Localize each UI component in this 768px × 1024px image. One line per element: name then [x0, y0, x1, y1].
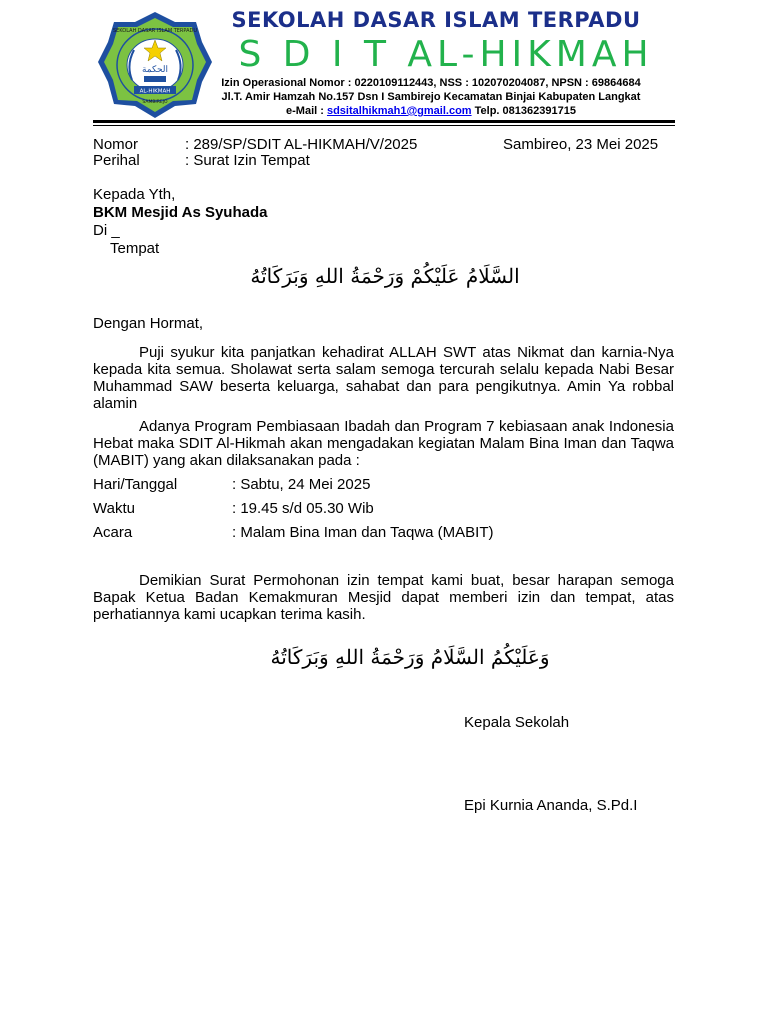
perihal-value: : Surat Izin Tempat: [185, 152, 310, 169]
detail-label: Hari/Tanggal: [93, 476, 178, 493]
detail-value: : Sabtu, 24 Mei 2025: [232, 476, 371, 493]
email-label: e-Mail :: [286, 105, 327, 117]
recipient-place: Tempat: [110, 240, 160, 257]
recipient-salutation: Kepada Yth,: [93, 186, 176, 203]
telephone: Telp. 081362391715: [471, 105, 576, 117]
operational-permit: Izin Operasional Nomor : 0220109112443, NSS : 102070204087, NPSN : 69864684: [221, 77, 641, 89]
paragraph-opening: Puji syukur kita panjatkan kehadirat ALLAH SWT atas Nikmat dan karnia-Nya kepada kita semua. Sholawat serta salam semoga tercurah selalu kepada Nabi Besar Muhammad SAW beserta keluarga, sahabat dan para pengikutnya. Amin Ya robbal alamin: [93, 344, 674, 412]
place-date: Sambireo, 23 Mei 2025: [503, 136, 659, 153]
logo-banner-text: AL-HIKMAH: [139, 88, 171, 95]
paragraph-closing: Demikian Surat Permohonan izin tempat kami buat, besar harapan semoga Bapak Ketua Badan Kemakmuran Mesjid dapat memberi izin dan tempat, atas perhatiannya kami ucapkan terima kasih.: [93, 572, 674, 623]
detail-value: : 19.45 s/d 05.30 Wib: [232, 500, 374, 517]
school-logo: [96, 10, 214, 120]
detail-label: Waktu: [93, 500, 135, 517]
header-rule-thick: [93, 120, 675, 123]
header-rule-thin: [93, 125, 675, 126]
nomor-label: Nomor: [93, 136, 139, 153]
nomor-value: : 289/SP/SDIT AL-HIKMAH/V/2025: [185, 136, 418, 153]
school-address: Jl.T. Amir Hamzah No.157 Dsn I Sambirejo Kecamatan Binjai Kabupaten Langkat: [221, 91, 641, 103]
contact-line: [200, 105, 662, 117]
logo-center-text: الحكمة: [141, 65, 169, 75]
logo-bottom-text: SAMBIREJO: [142, 100, 168, 105]
detail-value: : Malam Bina Iman dan Taqwa (MABIT): [232, 524, 494, 541]
salam-closing: وَعَلَيْكُمُ السَّلَامُ وَرَحْمَةُ اللهِ وَبَرَكَاتُهُ: [270, 645, 550, 669]
paragraph-program: Adanya Program Pembiasaan Ibadah dan Program 7 kebiasaan anak Indonesia Hebat maka SDIT Al-Hikmah akan mengadakan kegiatan Malam Bina Iman dan Taqwa (MABIT) yang akan dilaksanakan pada :: [93, 418, 674, 469]
email-link[interactable]: sdsitalhikmah1@gmail.com: [326, 105, 472, 117]
signature-name: Epi Kurnia Ananda, S.Pd.I: [464, 797, 638, 814]
salam-opening: السَّلَامُ عَلَيْكُمْ وَرَحْمَةُ اللهِ وَبَرَكَاتُهُ: [250, 264, 520, 288]
recipient-name: BKM Mesjid As Syuhada: [93, 204, 268, 221]
detail-label: Acara: [93, 524, 133, 541]
perihal-label: Perihal: [93, 152, 140, 169]
book-icon: [144, 76, 166, 82]
school-type: SEKOLAH DASAR ISLAM TERPADU: [231, 8, 641, 32]
signature-title: Kepala Sekolah: [464, 714, 570, 731]
greeting: Dengan Hormat,: [93, 315, 204, 332]
recipient-di: Di _: [93, 222, 120, 239]
logo-ring-text: SEKOLAH DASAR ISLAM TERPADU: [112, 28, 198, 34]
school-name: S D I T AL-HIKMAH: [238, 34, 654, 75]
